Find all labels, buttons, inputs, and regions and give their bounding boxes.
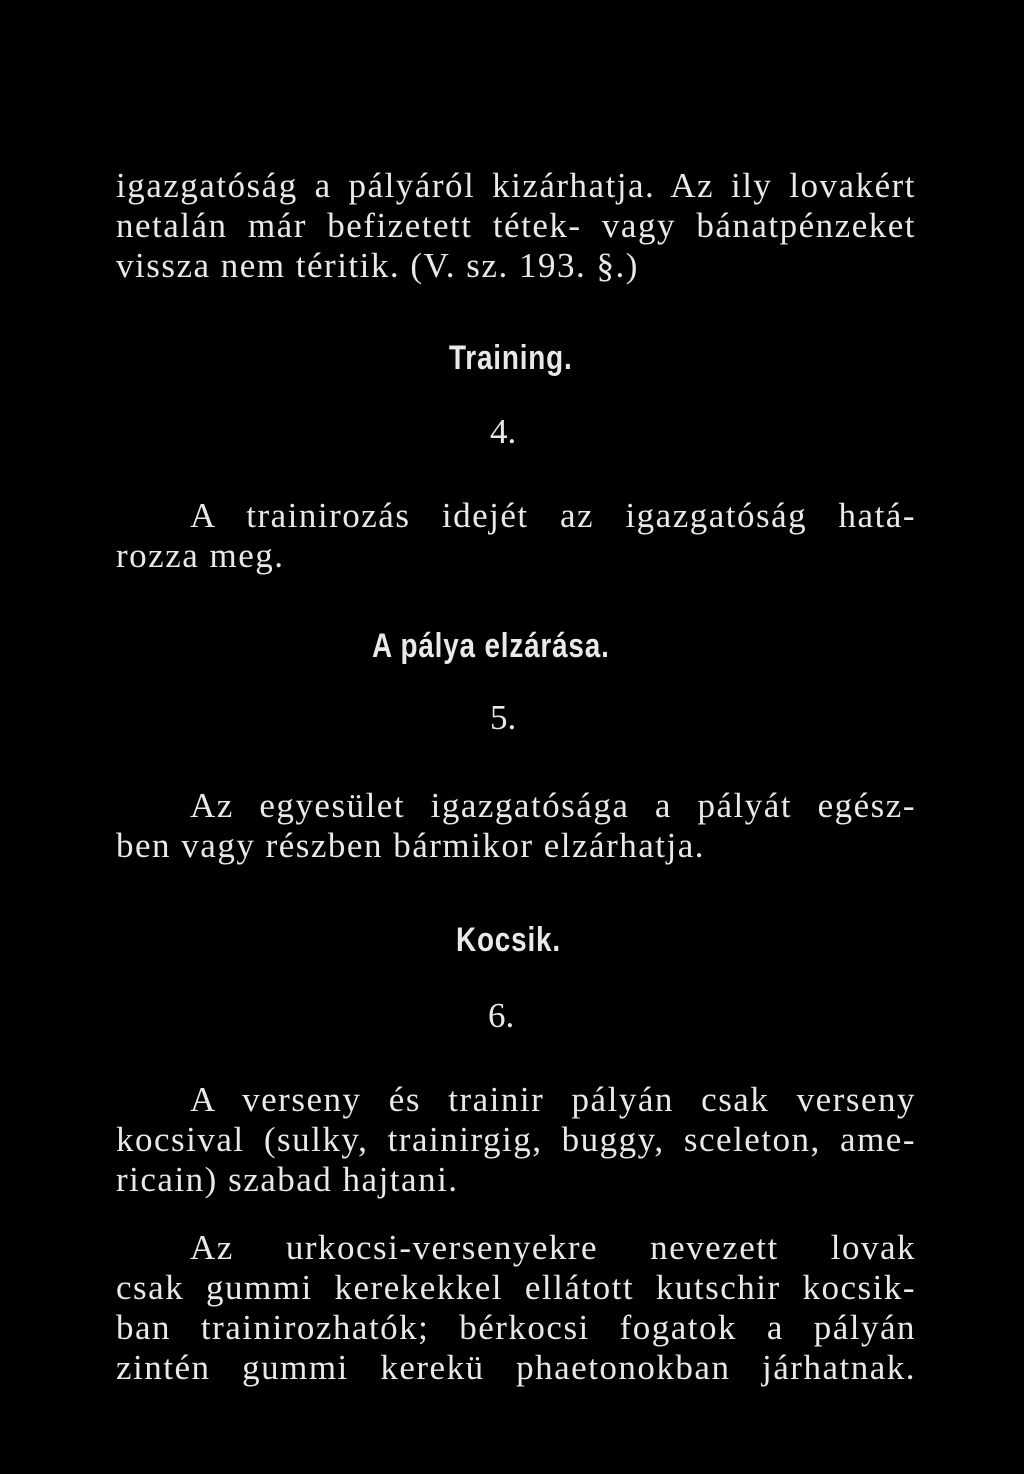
paragraph-line: Az urkocsi-versenyekre nevezett lovak (190, 1228, 916, 1267)
section-heading-training: Training. (449, 339, 573, 377)
section-heading-carriages: Kocsik. (456, 921, 561, 959)
paragraph-line: zintén gummi kerekü phaetonokban járhatnak. (116, 1348, 916, 1387)
paragraph-line: csak gummi kerekekkel ellátott kutschir kocsik- (116, 1268, 916, 1307)
paragraph-line: ben vagy részben bármikor elzárhatja. (116, 826, 705, 865)
section-number-5: 5. (490, 698, 517, 737)
paragraph-line: Az egyesület igazgatósága a pályát egész- (190, 786, 916, 825)
paragraph-line: rozza meg. (116, 536, 285, 575)
paragraph-line: vissza nem téritik. (V. sz. 193. §.) (116, 246, 639, 285)
paragraph-line: kocsival (sulky, trainirgig, buggy, sceleton, ame- (116, 1120, 916, 1159)
paragraph-line: ban trainirozhatók; bérkocsi fogatok a pályán (116, 1308, 916, 1347)
paragraph-line: igazgatóság a pályáról kizárhatja. Az ily lovakért (116, 166, 916, 205)
section-number-4: 4. (490, 412, 517, 451)
paragraph-line: A trainirozás idejét az igazgatóság hatá- (190, 496, 916, 535)
paragraph-line: A verseny és trainir pályán csak verseny (190, 1080, 916, 1119)
paragraph-line: ricain) szabad hajtani. (116, 1160, 459, 1199)
section-heading-closure: A pálya elzárása. (372, 627, 610, 665)
paragraph-line: netalán már befizetett tétek- vagy bánatpénzeket (116, 206, 916, 245)
section-number-6: 6. (488, 996, 515, 1035)
